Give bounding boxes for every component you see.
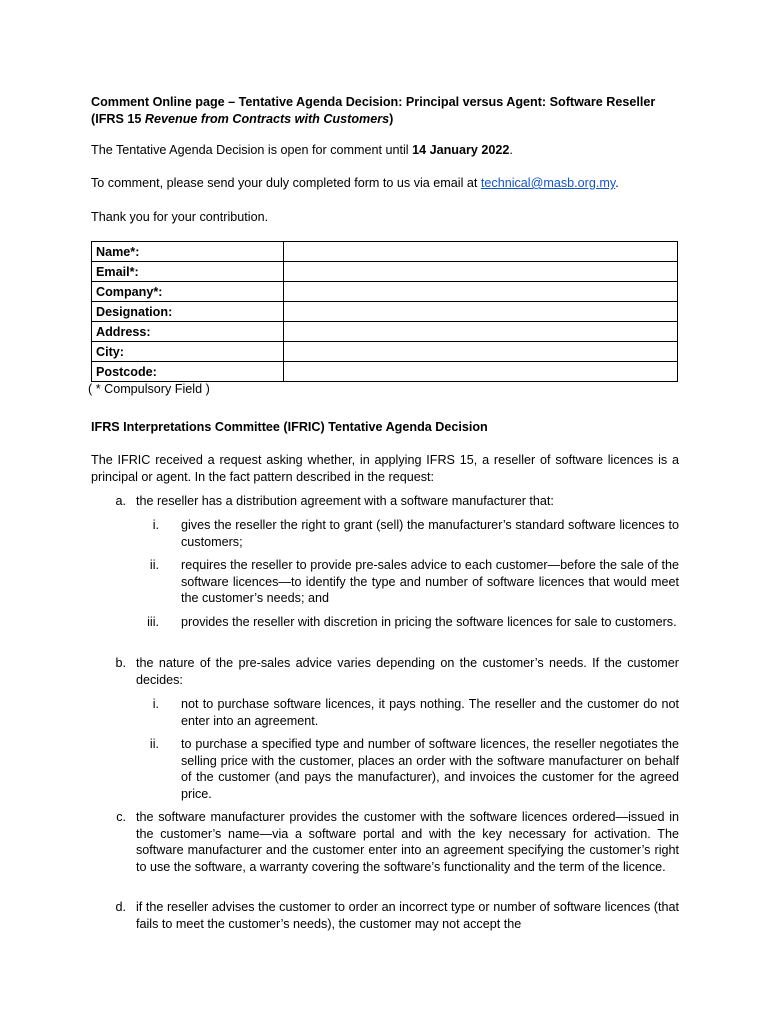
city-cell <box>284 342 678 362</box>
email-cell <box>284 262 678 282</box>
list-marker-c: c. <box>116 810 126 824</box>
contact-form-table <box>91 241 678 382</box>
comment-text: To comment, please send your duly completed form to us via email at <box>91 176 481 190</box>
form-row-address <box>92 322 678 342</box>
open-text: The Tentative Agenda Decision is open for comment until <box>91 143 413 157</box>
comment-end: . <box>615 176 619 190</box>
company-label: Company*: <box>92 282 284 302</box>
comment-instructions-paragraph <box>91 175 619 192</box>
postcode-label: Postcode: <box>92 362 284 382</box>
form-row-name <box>92 242 678 262</box>
list-item-a-iii: provides the reseller with discretion in pricing the software licences for sale to customers. <box>181 615 677 629</box>
period: . <box>509 143 513 157</box>
form-row-email <box>92 262 678 282</box>
list-item-b-ii: to purchase a specified type and number of software licences, the reseller negotiates the selling price with the customer, places an order with the software manufacturer on behalf of the customer (and pays the manufacturer), and invoices the customer for the agreed price. <box>181 737 679 801</box>
address-cell <box>284 322 678 342</box>
list-marker-b: b. <box>115 656 126 670</box>
list-item-b-i: not to purchase software licences, it pays nothing. The reseller and the customer do not enter into an agreement. <box>181 697 679 728</box>
list-marker-a: a. <box>115 494 126 508</box>
title-italic: Revenue from Contracts with Customers <box>144 112 390 126</box>
list-marker-a-i: i. <box>152 518 159 532</box>
list-marker-a-iii: iii. <box>147 615 159 629</box>
form-row-city <box>92 342 678 362</box>
city-label: City: <box>92 342 284 362</box>
compulsory-field-note: ( * Compulsory Field ) <box>88 382 210 396</box>
company-cell <box>284 282 678 302</box>
list-item-b: the nature of the pre-sales advice varies depending on the customer’s needs. If the customer decides: <box>136 656 679 687</box>
company-field[interactable] <box>284 282 681 301</box>
list-marker-a-ii: ii. <box>149 558 159 572</box>
title-end: ) <box>389 112 394 126</box>
list-marker-b-ii: ii. <box>149 737 159 751</box>
page-title <box>91 94 681 128</box>
name-label: Name*: <box>92 242 284 262</box>
form-row-designation <box>92 302 678 322</box>
comment-deadline-paragraph <box>91 142 513 159</box>
list-item-d: if the reseller advises the customer to order an incorrect type or number of software licences (that fails to meet the customer’s needs), the customer may not accept the <box>136 900 679 931</box>
intro-paragraph: The IFRIC received a request asking whether, in applying IFRS 15, a reseller of software licences is a principal or agent. In the fact pattern described in the request: <box>91 453 679 484</box>
name-cell <box>284 242 678 262</box>
email-link[interactable]: technical@masb.org.my <box>480 176 616 190</box>
list-marker-d: d. <box>115 900 126 914</box>
form-row-postcode <box>92 362 678 382</box>
address-field[interactable] <box>284 322 681 341</box>
address-label: Address: <box>92 322 284 342</box>
title-text: Comment Online page – Tentative Agenda Decision: Principal versus Agent: Software Reseller (IFRS 15 <box>91 95 656 126</box>
name-field[interactable] <box>284 242 681 261</box>
deadline-date: 14 January 2022 <box>412 143 510 157</box>
designation-cell <box>284 302 678 322</box>
email-field[interactable] <box>284 262 681 281</box>
postcode-field[interactable] <box>284 362 681 381</box>
list-item-a-ii: requires the reseller to provide pre-sales advice to each customer—before the sale of the software licences—to identify the type and number of software licences that would meet the customer’s needs; and <box>181 558 679 605</box>
thanks-paragraph: Thank you for your contribution. <box>91 210 269 224</box>
list-item-a-i: gives the reseller the right to grant (sell) the manufacturer’s standard software licences to customers; <box>181 518 679 549</box>
list-item-c: the software manufacturer provides the customer with the software licences ordered—issued in the customer’s name—via a software portal and with the key necessary for activation. The software manufacturer and the customer enter into an agreement specifying the customer’s right to use the software, a warranty covering the software’s functionality and the term of the licence. <box>136 810 679 874</box>
postcode-cell <box>284 362 678 382</box>
list-marker-b-i: i. <box>152 697 159 711</box>
city-field[interactable] <box>284 342 681 361</box>
list-item-a: the reseller has a distribution agreement with a software manufacturer that: <box>136 494 554 508</box>
form-row-company <box>92 282 678 302</box>
section-heading: IFRS Interpretations Committee (IFRIC) Tentative Agenda Decision <box>91 420 488 434</box>
email-label: Email*: <box>92 262 284 282</box>
designation-field[interactable] <box>284 302 681 321</box>
designation-label: Designation: <box>92 302 284 322</box>
